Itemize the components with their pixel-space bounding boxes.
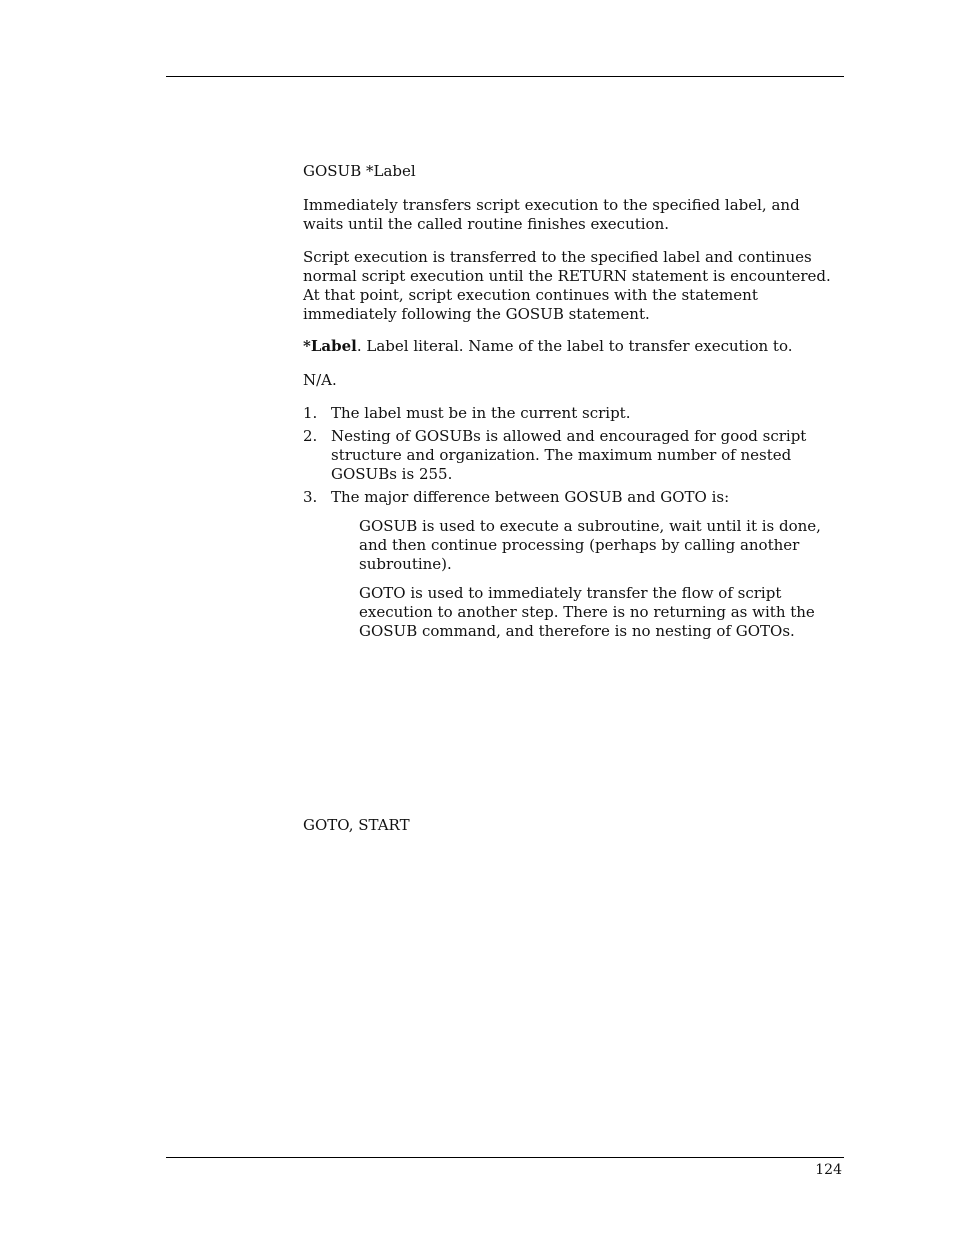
note-item [303, 404, 843, 423]
details-text: Script execution is transferred to the specified label and continues normal script execution until the RETURN statement is encountered. At that point, script execution continues with the statement immediately following the GOSUB statement. [303, 248, 831, 323]
header-rule [166, 76, 844, 77]
goto-explanation: GOTO is used to immediately transfer the flow of script execution to another step. There is no returning as with the GOSUB command, and therefore is no nesting of GOTOs. [359, 584, 815, 640]
returns-text: N/A. [303, 371, 337, 389]
note-text: Nesting of GOSUBs is allowed and encouraged for good script structure and organization. The maximum number of nested GOSUBs is 255. [331, 427, 807, 483]
parameter-name: *Label [303, 337, 357, 355]
note-number: 1. [303, 404, 318, 422]
gosub-explanation: GOSUB is used to execute a subroutine, wait until it is done, and then continue processing (perhaps by calling another subroutine). [359, 517, 821, 573]
note-item [303, 427, 843, 484]
note-text: The label must be in the current script. [331, 404, 631, 422]
note-number: 3. [303, 488, 318, 506]
note-number: 2. [303, 427, 318, 445]
note-item [303, 488, 843, 641]
related-commands: GOTO, START [303, 816, 410, 834]
description-text: Immediately transfers script execution to the specified label, and waits until the called routine finishes execution. [303, 196, 800, 233]
page-number: 124 [815, 1162, 842, 1178]
footer-rule [166, 1157, 844, 1158]
notes-list [303, 404, 843, 645]
parameter-description [303, 337, 843, 356]
syntax-text: GOSUB *Label [303, 162, 416, 180]
note-text: The major difference between GOSUB and GOTO is: [331, 488, 730, 506]
parameter-text: . Label literal. Name of the label to transfer execution to. [356, 337, 793, 355]
